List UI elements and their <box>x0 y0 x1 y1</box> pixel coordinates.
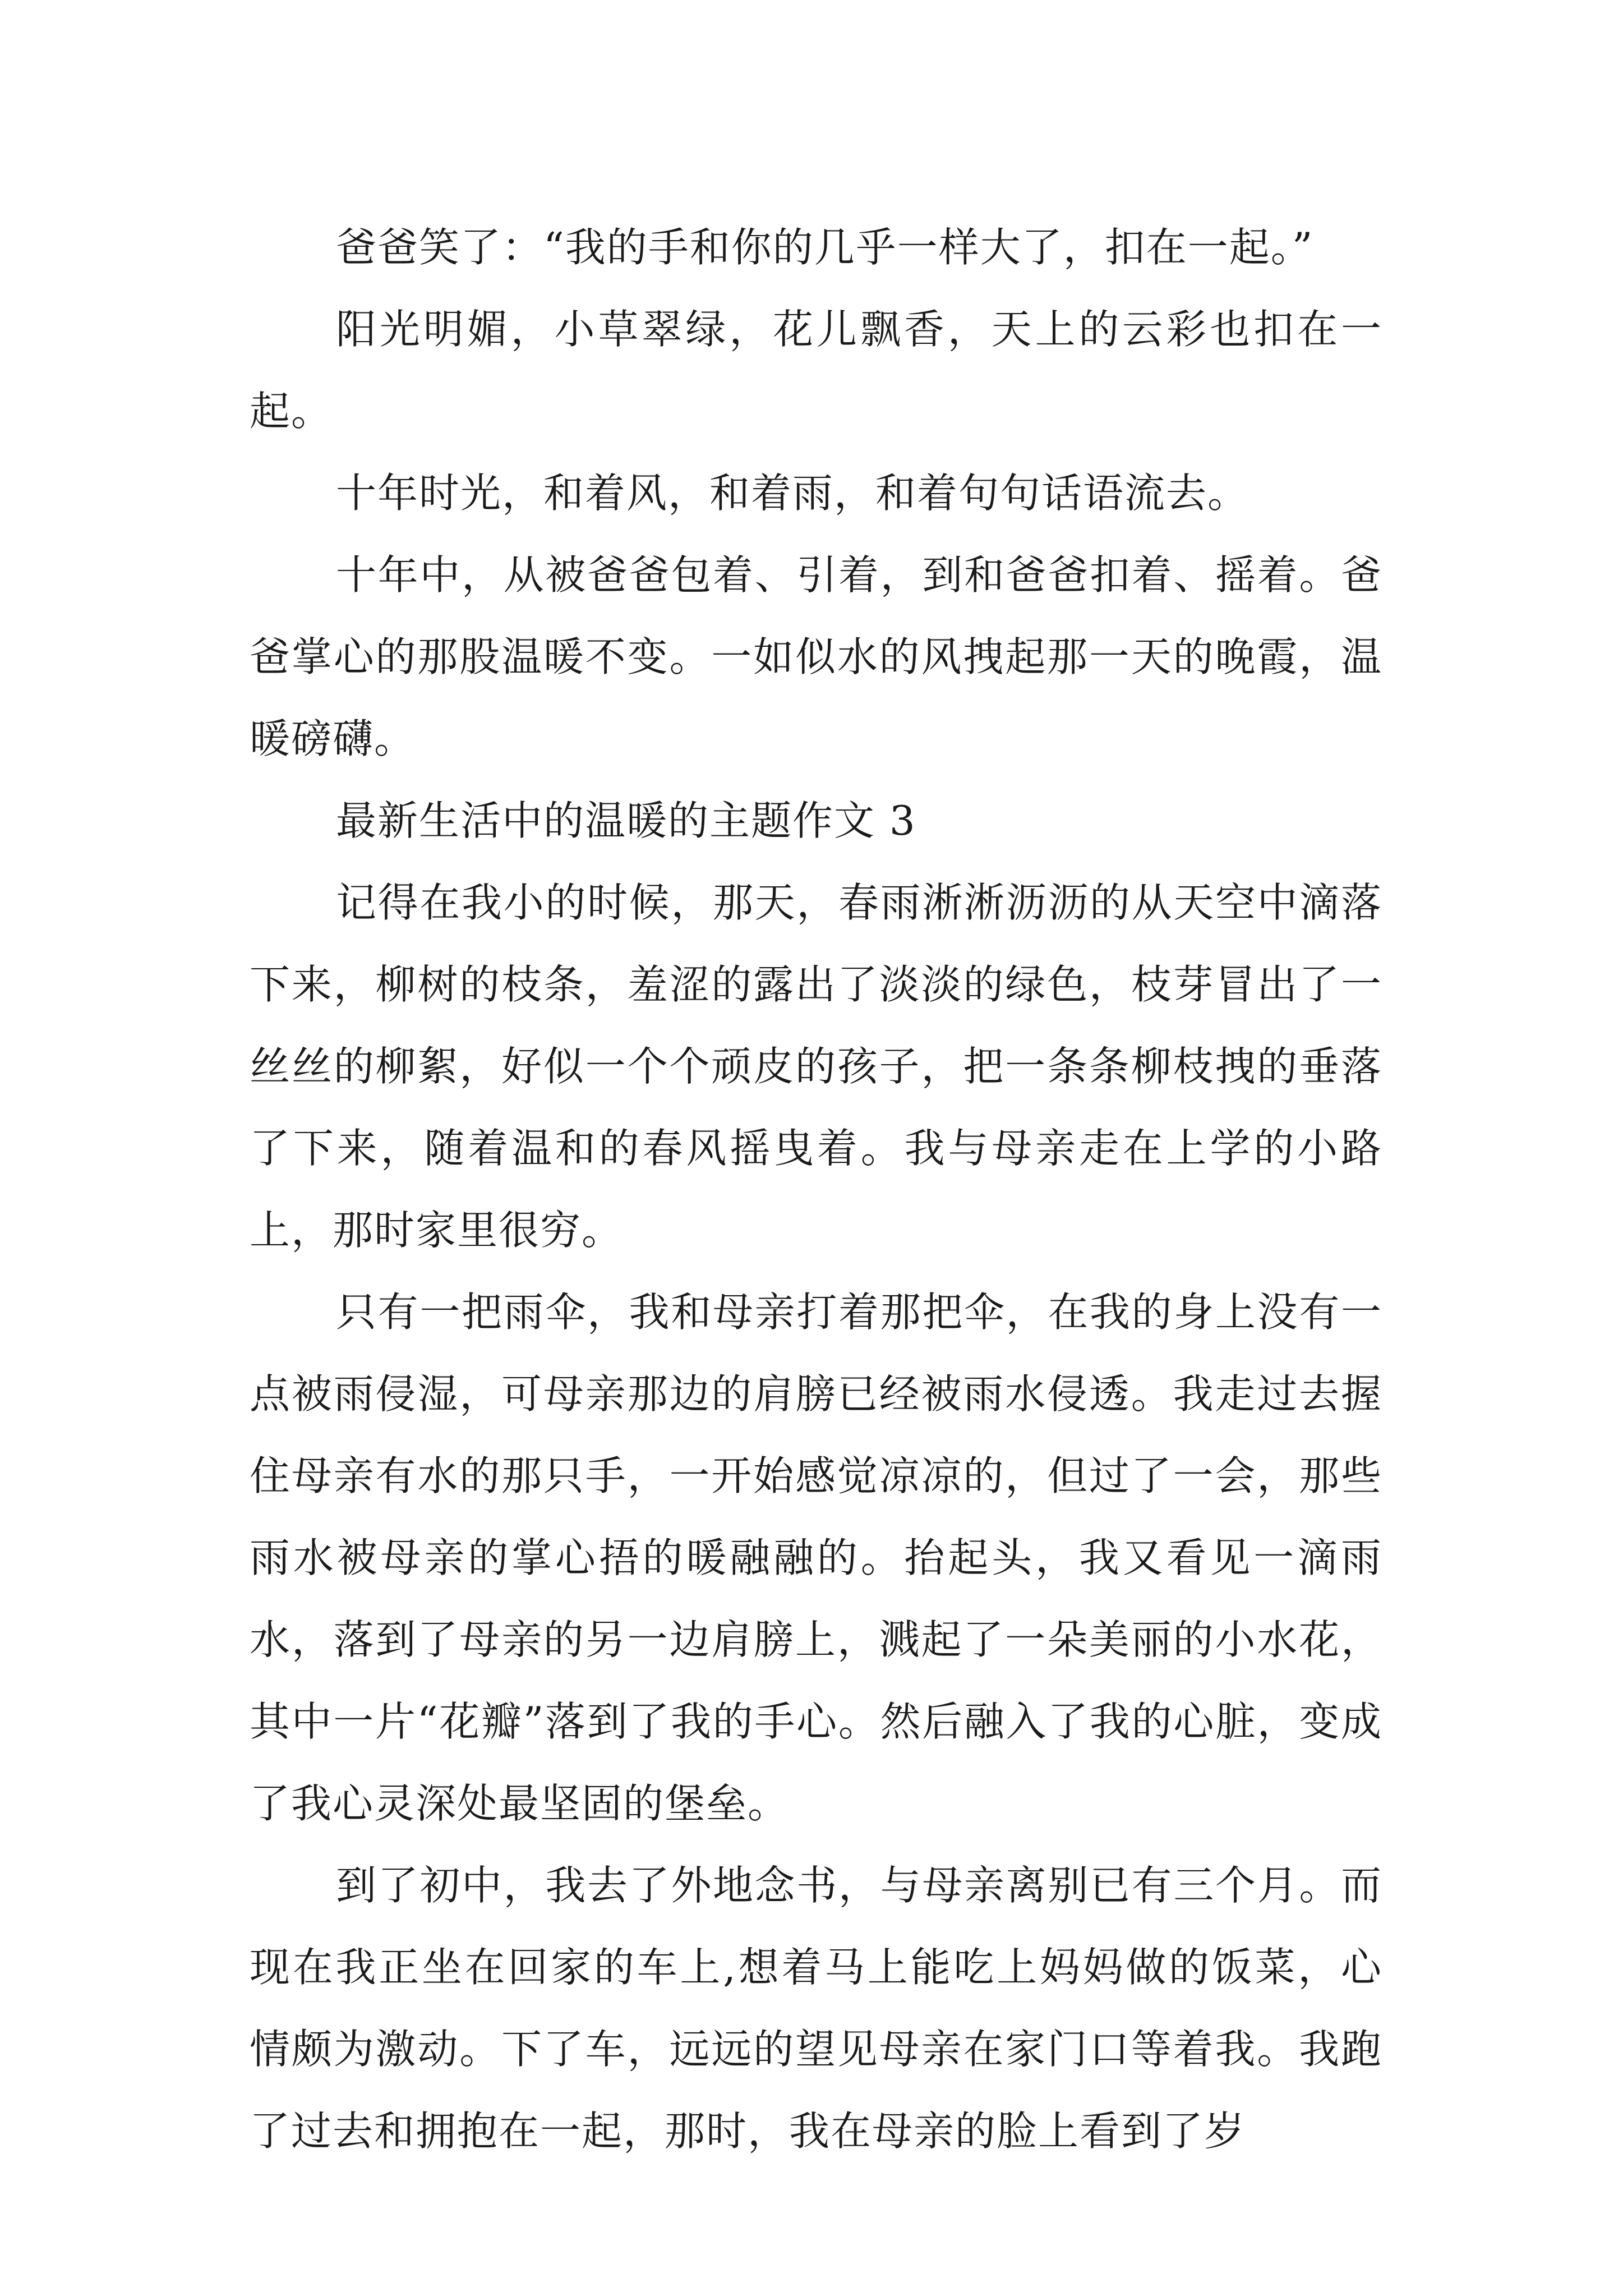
paragraph: 只有一把雨伞，我和母亲打着那把伞，在我的身上没有一点被雨侵湿，可母亲那边的肩膀已经被雨水侵透。我走过去握住母亲有水的那只手，一开始感觉凉凉的，但过了一会，那些雨水被母亲的掌心捂的暖融融的。抬起头，我又看见一滴雨水，落到了母亲的另一边肩膀上，溅起了一朵美丽的小水花，其中一片“花瓣”落到了我的手心。然后融入了我的心脏，变成了我心灵深处最坚固的堡垒。 <box>250 1289 1382 1827</box>
paragraph: 爸爸笑了：“我的手和你的几乎一样大了，扣在一起。” <box>336 224 1314 271</box>
paragraph: 记得在我小的时候，那天，春雨淅淅沥沥的从天空中滴落下来，柳树的枝条，羞涩的露出了淡淡的绿色，枝芽冒出了一丝丝的柳絮，好似一个个顽皮的孩子，把一条条柳枝拽的垂落了下来，随着温和的春风摇曳着。我与母亲走在上学的小路上，那时家里很穷。 <box>250 879 1382 1254</box>
paragraph: 十年时光，和着风，和着雨，和着句句话语流去。 <box>336 470 1249 517</box>
document-body <box>250 206 1382 2172</box>
paragraph: 十年中，从被爸爸包着、引着，到和爸爸扣着、摇着。爸爸掌心的那股温暖不变。一如似水的风拽起那一天的晚霞，温暖磅礴。 <box>250 551 1382 762</box>
paragraph: 到了初中，我去了外地念书，与母亲离别已有三个月。而现在我正坐在回家的车上,想着马上能吃上妈妈做的饭菜，心情颇为激动。下了车，远远的望见母亲在家门口等着我。我跑了过去和拥抱在一起，那时，我在母亲的脸上看到了岁 <box>250 1862 1382 2155</box>
section-title: 最新生活中的温暖的主题作文 3 <box>336 797 916 844</box>
paragraph: 阳光明媚，小草翠绿，花儿飘香，天上的云彩也扣在一起。 <box>250 306 1382 435</box>
